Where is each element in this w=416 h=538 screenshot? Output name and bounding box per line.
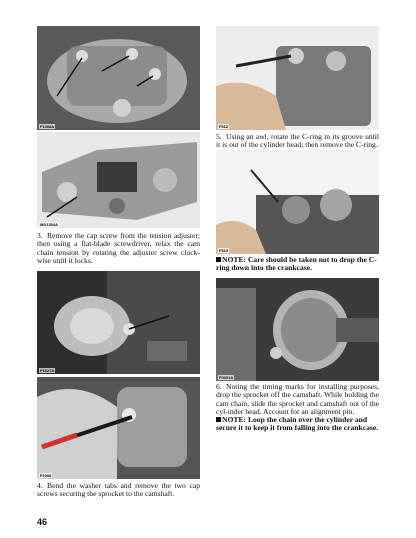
figure-label: MD1354A	[40, 222, 59, 227]
figure-photo-awl-c-ring	[216, 26, 379, 130]
step-text: Remove the cap screw from the tension adjuster; then using a flat-blade screwdriver, relax the cam chain tension by rotating the adjuster screw clock-wise until it locks.	[37, 231, 200, 266]
step-text: Using an awl, rotate the C-ring in its groove until it is out of the cylinder head; then remove the C-ring.	[216, 132, 379, 150]
note-square-icon	[216, 417, 221, 422]
note-square-icon	[216, 257, 221, 262]
step-number: 5.	[216, 132, 222, 141]
page-number: 46	[37, 517, 48, 527]
step-paragraph	[37, 482, 200, 499]
figure-label: F612	[219, 124, 229, 129]
note-loop-chain	[216, 416, 379, 433]
figure-photo-cam-chain-tensioner	[37, 132, 200, 228]
figure-label: F613	[219, 248, 229, 253]
figure-photo-sprocket-timing	[216, 278, 379, 381]
figure-label: F1008A	[40, 124, 55, 129]
step-text: Bend the washer tabs and remove the two cap screws securing the sprocket to the camshaft.	[37, 481, 200, 499]
step-number: 3.	[37, 231, 43, 240]
engine-illustration	[37, 132, 200, 228]
engine-illustration	[216, 150, 379, 254]
engine-illustration	[216, 26, 379, 130]
note-text: NOTE: Loop the chain over the cylinder and secure it to keep it from falling into the crankcase.	[216, 415, 379, 433]
step-paragraph	[216, 383, 379, 417]
figure-photo-screwdriver-adjuster	[37, 377, 200, 479]
step-paragraph	[37, 232, 200, 266]
figure-label: F0001A	[219, 375, 234, 380]
figure-photo-sprocket-cap-screws	[37, 271, 200, 374]
engine-illustration	[216, 278, 379, 381]
note-c-ring	[216, 256, 379, 273]
engine-illustration	[37, 271, 200, 374]
step-paragraph	[216, 133, 379, 150]
step-number: 6.	[216, 382, 222, 391]
engine-illustration	[37, 26, 200, 130]
engine-illustration	[37, 377, 200, 479]
figure-photo-cylinder-head-top	[37, 26, 200, 130]
figure-photo-camshaft-c-ring	[216, 150, 379, 254]
note-text: NOTE: Care should be taken not to drop the C-ring down into the crankcase.	[216, 255, 377, 273]
figure-label: F1008	[40, 473, 52, 478]
step-text: Noting the timing marks for installing purposes, drop the sprocket off the camshaft. While holding the cam chain, slide the sprocket and camshaft out of the cyl-inder head. Account for an alignment pin.	[216, 382, 379, 417]
step-number: 4.	[37, 481, 43, 490]
figure-label: F1627A	[40, 368, 55, 373]
